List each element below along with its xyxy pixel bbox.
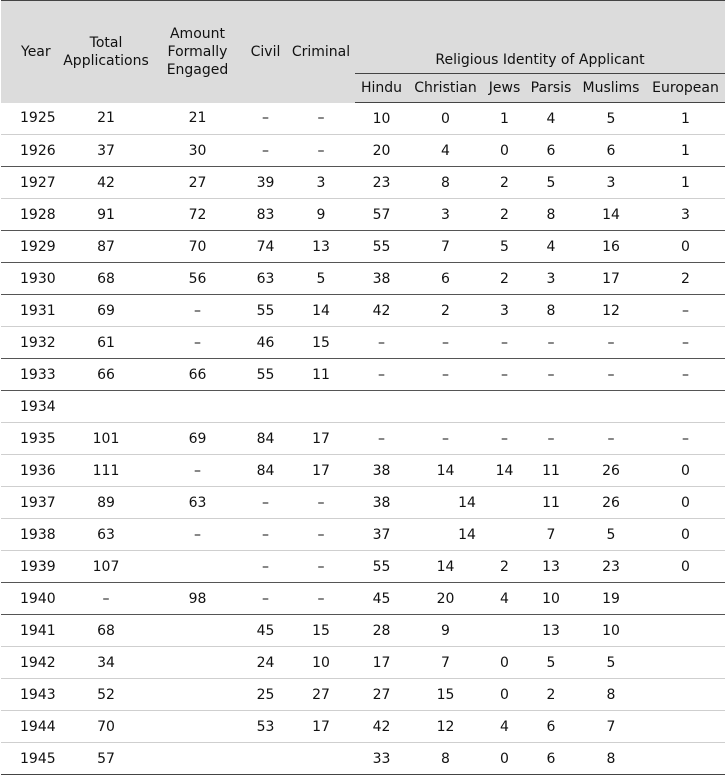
cell-year: 1937 [20, 494, 56, 511]
cell-year: 1926 [20, 142, 56, 159]
cell-year: 1944 [20, 718, 56, 735]
header-parsis: Parsis [526, 74, 576, 103]
cell-engaged: 69 [188, 430, 207, 447]
table-row [1, 103, 725, 135]
header-european: European [646, 74, 725, 103]
cell-total: 89 [97, 494, 115, 511]
cell-total: 68 [97, 270, 115, 287]
cell-hindu: 42 [372, 302, 391, 319]
cell-parsis: 5 [546, 174, 556, 191]
cell-parsis: 7 [546, 526, 556, 543]
cell-christian: – [442, 334, 449, 351]
cell-total: – [102, 590, 110, 607]
cell-muslims: 8 [606, 750, 616, 767]
cell-total: 37 [97, 142, 115, 159]
cell-civil: 74 [256, 238, 275, 255]
cell-year: 1928 [20, 206, 56, 223]
cell-parsis: 11 [542, 462, 560, 479]
cell-hindu: – [378, 334, 385, 351]
cell-year: 1934 [20, 398, 56, 415]
cell-hindu: 17 [372, 654, 391, 671]
cell-criminal: – [317, 142, 325, 159]
cell-hindu: 28 [372, 622, 391, 639]
cell-jews: 2 [500, 558, 509, 575]
cell-criminal: – [317, 526, 325, 543]
cell-criminal: 5 [316, 270, 326, 287]
cell-year: 1925 [20, 110, 56, 127]
table-row [1, 487, 725, 519]
cell-jews: 2 [500, 270, 509, 287]
table-row [1, 743, 725, 775]
cell-engaged: – [194, 526, 201, 543]
header-amount-formally-engaged: Amount Formally Engaged [151, 1, 244, 103]
cell-civil: 63 [256, 270, 275, 287]
cell-parsis: 6 [546, 750, 556, 767]
cell-jews [483, 391, 526, 423]
cell-parsis: – [547, 366, 555, 383]
cell-parsis: 8 [546, 206, 556, 223]
cell-european [646, 679, 725, 711]
cell-parsis: 13 [542, 558, 560, 575]
cell-hindu: 38 [372, 462, 391, 479]
cell-engaged [151, 711, 244, 743]
cell-criminal: 17 [312, 462, 330, 479]
cell-hindu: 27 [372, 686, 391, 703]
cell-engaged: 72 [188, 206, 207, 223]
cell-parsis: 10 [542, 590, 560, 607]
cell-engaged [151, 647, 244, 679]
header-civil: Civil [244, 1, 287, 103]
cell-european: 1 [681, 110, 690, 127]
table-row [1, 583, 725, 615]
cell-jews: – [501, 430, 508, 447]
header-religious-identity: Religious Identity of Applicant [355, 1, 725, 74]
cell-civil: 83 [256, 206, 275, 223]
cell-civil: 53 [256, 718, 275, 735]
cell-civil: – [262, 526, 269, 543]
cell-muslims: 5 [606, 110, 616, 127]
cell-criminal: 9 [316, 206, 326, 223]
cell-engaged [151, 615, 244, 647]
cell-muslims: – [607, 430, 615, 447]
header-hindu: Hindu [355, 74, 408, 103]
table-row [1, 551, 725, 583]
table-body [1, 103, 725, 775]
table-row [1, 391, 725, 423]
cell-total: 70 [97, 718, 115, 735]
cell-christian: 4 [441, 142, 450, 159]
cell-muslims: 17 [602, 270, 620, 287]
cell-criminal: 14 [312, 302, 330, 319]
table-row [1, 455, 725, 487]
cell-european: – [682, 366, 690, 383]
table-row [1, 135, 725, 167]
cell-total: 111 [92, 462, 120, 479]
cell-christian: 7 [441, 654, 450, 671]
table-row [1, 423, 725, 455]
cell-year: 1945 [20, 750, 56, 767]
table-row [1, 327, 725, 359]
cell-christian-jews: 14 [458, 526, 476, 543]
cell-christian: – [442, 430, 449, 447]
cell-criminal: 11 [312, 366, 330, 383]
cell-engaged: 98 [188, 590, 207, 607]
cell-criminal: 15 [312, 622, 330, 639]
cell-hindu: 57 [372, 206, 391, 223]
cell-engaged: 56 [188, 270, 207, 287]
cell-hindu: 23 [372, 174, 391, 191]
header-row [1, 1, 725, 74]
cell-jews: 1 [500, 110, 509, 127]
table-row [1, 295, 725, 327]
cell-year: 1927 [20, 174, 56, 191]
cell-year: 1943 [20, 686, 56, 703]
cell-christian: 12 [436, 718, 455, 735]
cell-parsis: 4 [546, 238, 556, 255]
cell-criminal: 17 [312, 718, 330, 735]
cell-total: 42 [97, 174, 115, 191]
cell-european [646, 583, 725, 615]
cell-parsis: 3 [546, 270, 556, 287]
cell-muslims: 23 [602, 558, 620, 575]
cell-christian: 6 [441, 270, 450, 287]
cell-engaged: – [194, 334, 201, 351]
cell-parsis: 4 [546, 110, 556, 127]
cell-criminal: 10 [312, 654, 330, 671]
cell-engaged: 66 [188, 366, 207, 383]
cell-jews: 0 [500, 686, 509, 703]
cell-civil: – [262, 590, 269, 607]
cell-parsis: – [547, 334, 555, 351]
cell-year: 1932 [20, 334, 56, 351]
cell-christian: 7 [441, 238, 450, 255]
cell-jews: 4 [500, 590, 509, 607]
cell-year: 1933 [20, 366, 56, 383]
cell-christian: 8 [441, 174, 450, 191]
cell-year: 1929 [20, 238, 56, 255]
cell-european [646, 615, 725, 647]
cell-jews: 2 [500, 206, 509, 223]
applications-table [1, 0, 725, 775]
cell-criminal [287, 743, 355, 775]
cell-civil: 45 [256, 622, 275, 639]
cell-total: 66 [97, 366, 115, 383]
cell-total: 57 [97, 750, 115, 767]
cell-parsis: 11 [542, 494, 560, 511]
cell-hindu: 37 [372, 526, 391, 543]
cell-total: 63 [97, 526, 115, 543]
cell-total: 34 [97, 654, 115, 671]
cell-christian-jews: 14 [458, 494, 476, 511]
cell-criminal: 15 [312, 334, 330, 351]
cell-jews: 4 [500, 718, 509, 735]
cell-jews: 0 [500, 750, 509, 767]
table-row [1, 679, 725, 711]
header-year: Year [1, 1, 61, 103]
cell-criminal: – [317, 494, 325, 511]
cell-european: 0 [681, 526, 690, 543]
cell-christian: 14 [436, 462, 455, 479]
cell-criminal: 3 [316, 174, 326, 191]
cell-christian: – [442, 366, 449, 383]
cell-european [646, 391, 725, 423]
cell-engaged: – [194, 302, 201, 319]
header-muslims: Muslims [576, 74, 646, 103]
cell-year: 1936 [20, 462, 56, 479]
cell-european [646, 743, 725, 775]
cell-muslims: 19 [602, 590, 620, 607]
cell-hindu: 55 [372, 238, 391, 255]
cell-muslims: 6 [606, 142, 616, 159]
cell-european [646, 711, 725, 743]
cell-hindu: – [378, 430, 385, 447]
cell-christian: 2 [441, 302, 450, 319]
cell-parsis: 6 [546, 142, 556, 159]
cell-christian: 14 [436, 558, 455, 575]
cell-criminal: – [317, 110, 325, 127]
cell-civil: 84 [256, 430, 275, 447]
table-row [1, 711, 725, 743]
cell-civil: 55 [256, 302, 275, 319]
table-row [1, 263, 725, 295]
cell-engaged: 30 [188, 142, 207, 159]
cell-muslims: – [607, 334, 615, 351]
cell-hindu: 33 [372, 750, 391, 767]
cell-muslims [576, 391, 646, 423]
table-row [1, 359, 725, 391]
cell-parsis: 13 [542, 622, 560, 639]
cell-total: 21 [97, 110, 115, 127]
cell-civil: 24 [256, 654, 275, 671]
cell-christian: 20 [436, 590, 455, 607]
cell-engaged: 70 [188, 238, 207, 255]
cell-criminal: 17 [312, 430, 330, 447]
cell-hindu: 42 [372, 718, 391, 735]
cell-jews: 14 [495, 462, 514, 479]
cell-european: 0 [681, 238, 690, 255]
cell-engaged [151, 551, 244, 583]
cell-civil: – [262, 142, 269, 159]
cell-hindu [355, 391, 408, 423]
cell-parsis: 5 [546, 654, 556, 671]
cell-criminal [287, 391, 355, 423]
cell-criminal: – [317, 558, 325, 575]
cell-christian: 0 [441, 110, 450, 127]
cell-jews: 0 [500, 142, 509, 159]
cell-total [61, 391, 151, 423]
cell-civil: – [262, 110, 269, 127]
cell-civil [244, 391, 287, 423]
cell-parsis: 6 [546, 718, 556, 735]
table-row [1, 199, 725, 231]
cell-muslims: 26 [602, 494, 620, 511]
cell-civil: 46 [256, 334, 275, 351]
cell-year: 1940 [20, 590, 56, 607]
cell-european: 3 [681, 206, 690, 223]
cell-engaged [151, 743, 244, 775]
cell-european: 1 [681, 174, 690, 191]
cell-total: 91 [97, 206, 115, 223]
cell-european [646, 647, 725, 679]
cell-european: – [682, 302, 690, 319]
header-total-applications: Total Applications [61, 1, 151, 103]
cell-jews: 3 [500, 302, 509, 319]
cell-muslims: 12 [602, 302, 620, 319]
cell-civil: – [262, 494, 269, 511]
cell-european: 0 [681, 462, 690, 479]
table-row [1, 167, 725, 199]
cell-year: 1930 [20, 270, 56, 287]
cell-civil: 84 [256, 462, 275, 479]
table-row [1, 519, 725, 551]
cell-year: 1939 [20, 558, 56, 575]
header-christian: Christian [408, 74, 483, 103]
cell-year: 1935 [20, 430, 56, 447]
cell-total: 69 [97, 302, 115, 319]
cell-criminal: – [317, 590, 325, 607]
cell-criminal: 27 [312, 686, 330, 703]
cell-engaged [151, 679, 244, 711]
cell-european: – [682, 430, 690, 447]
cell-jews: 2 [500, 174, 509, 191]
cell-christian: 8 [441, 750, 450, 767]
cell-jews: – [501, 366, 508, 383]
cell-hindu: 55 [372, 558, 391, 575]
header-jews: Jews [483, 74, 526, 103]
cell-total: 107 [92, 558, 120, 575]
cell-hindu: 45 [372, 590, 391, 607]
cell-parsis [526, 391, 576, 423]
cell-muslims: 5 [606, 526, 616, 543]
cell-engaged: 27 [188, 174, 207, 191]
cell-year: 1931 [20, 302, 56, 319]
cell-hindu: 10 [372, 110, 391, 127]
cell-hindu: 38 [372, 270, 391, 287]
cell-muslims: 8 [606, 686, 616, 703]
cell-civil: 55 [256, 366, 275, 383]
cell-jews: 0 [500, 654, 509, 671]
cell-european: – [682, 334, 690, 351]
cell-criminal: 13 [312, 238, 330, 255]
cell-engaged: 63 [188, 494, 207, 511]
cell-muslims: 5 [606, 654, 616, 671]
cell-total: 52 [97, 686, 115, 703]
cell-jews: – [501, 334, 508, 351]
cell-muslims: 3 [606, 174, 616, 191]
cell-jews [483, 615, 526, 647]
cell-total: 101 [92, 430, 120, 447]
cell-jews: 5 [500, 238, 509, 255]
cell-christian: 3 [441, 206, 450, 223]
cell-parsis: 8 [546, 302, 556, 319]
cell-muslims: – [607, 366, 615, 383]
cell-christian [408, 391, 483, 423]
table-row [1, 231, 725, 263]
cell-civil: 25 [256, 686, 275, 703]
cell-hindu: – [378, 366, 385, 383]
cell-engaged [151, 391, 244, 423]
cell-hindu: 20 [372, 142, 391, 159]
cell-muslims: 26 [602, 462, 620, 479]
cell-year: 1938 [20, 526, 56, 543]
cell-engaged: 21 [188, 110, 207, 127]
applications-table-container [1, 0, 725, 775]
cell-muslims: 10 [602, 622, 620, 639]
cell-muslims: 16 [602, 238, 620, 255]
header-criminal: Criminal [287, 1, 355, 103]
cell-civil [244, 743, 287, 775]
cell-european: 0 [681, 558, 690, 575]
cell-european: 0 [681, 494, 690, 511]
cell-parsis: 2 [546, 686, 556, 703]
cell-christian: 9 [441, 622, 450, 639]
cell-civil: – [262, 558, 269, 575]
cell-christian: 15 [436, 686, 455, 703]
cell-engaged: – [194, 462, 201, 479]
cell-muslims: 7 [606, 718, 616, 735]
cell-total: 68 [97, 622, 115, 639]
table-row [1, 615, 725, 647]
table-row [1, 647, 725, 679]
cell-european: 2 [681, 270, 690, 287]
cell-year: 1942 [20, 654, 56, 671]
cell-hindu: 38 [372, 494, 391, 511]
cell-total: 61 [97, 334, 115, 351]
cell-total: 87 [97, 238, 115, 255]
cell-parsis: – [547, 430, 555, 447]
cell-european: 1 [681, 142, 690, 159]
cell-muslims: 14 [602, 206, 620, 223]
cell-year: 1941 [20, 622, 56, 639]
cell-civil: 39 [256, 174, 275, 191]
